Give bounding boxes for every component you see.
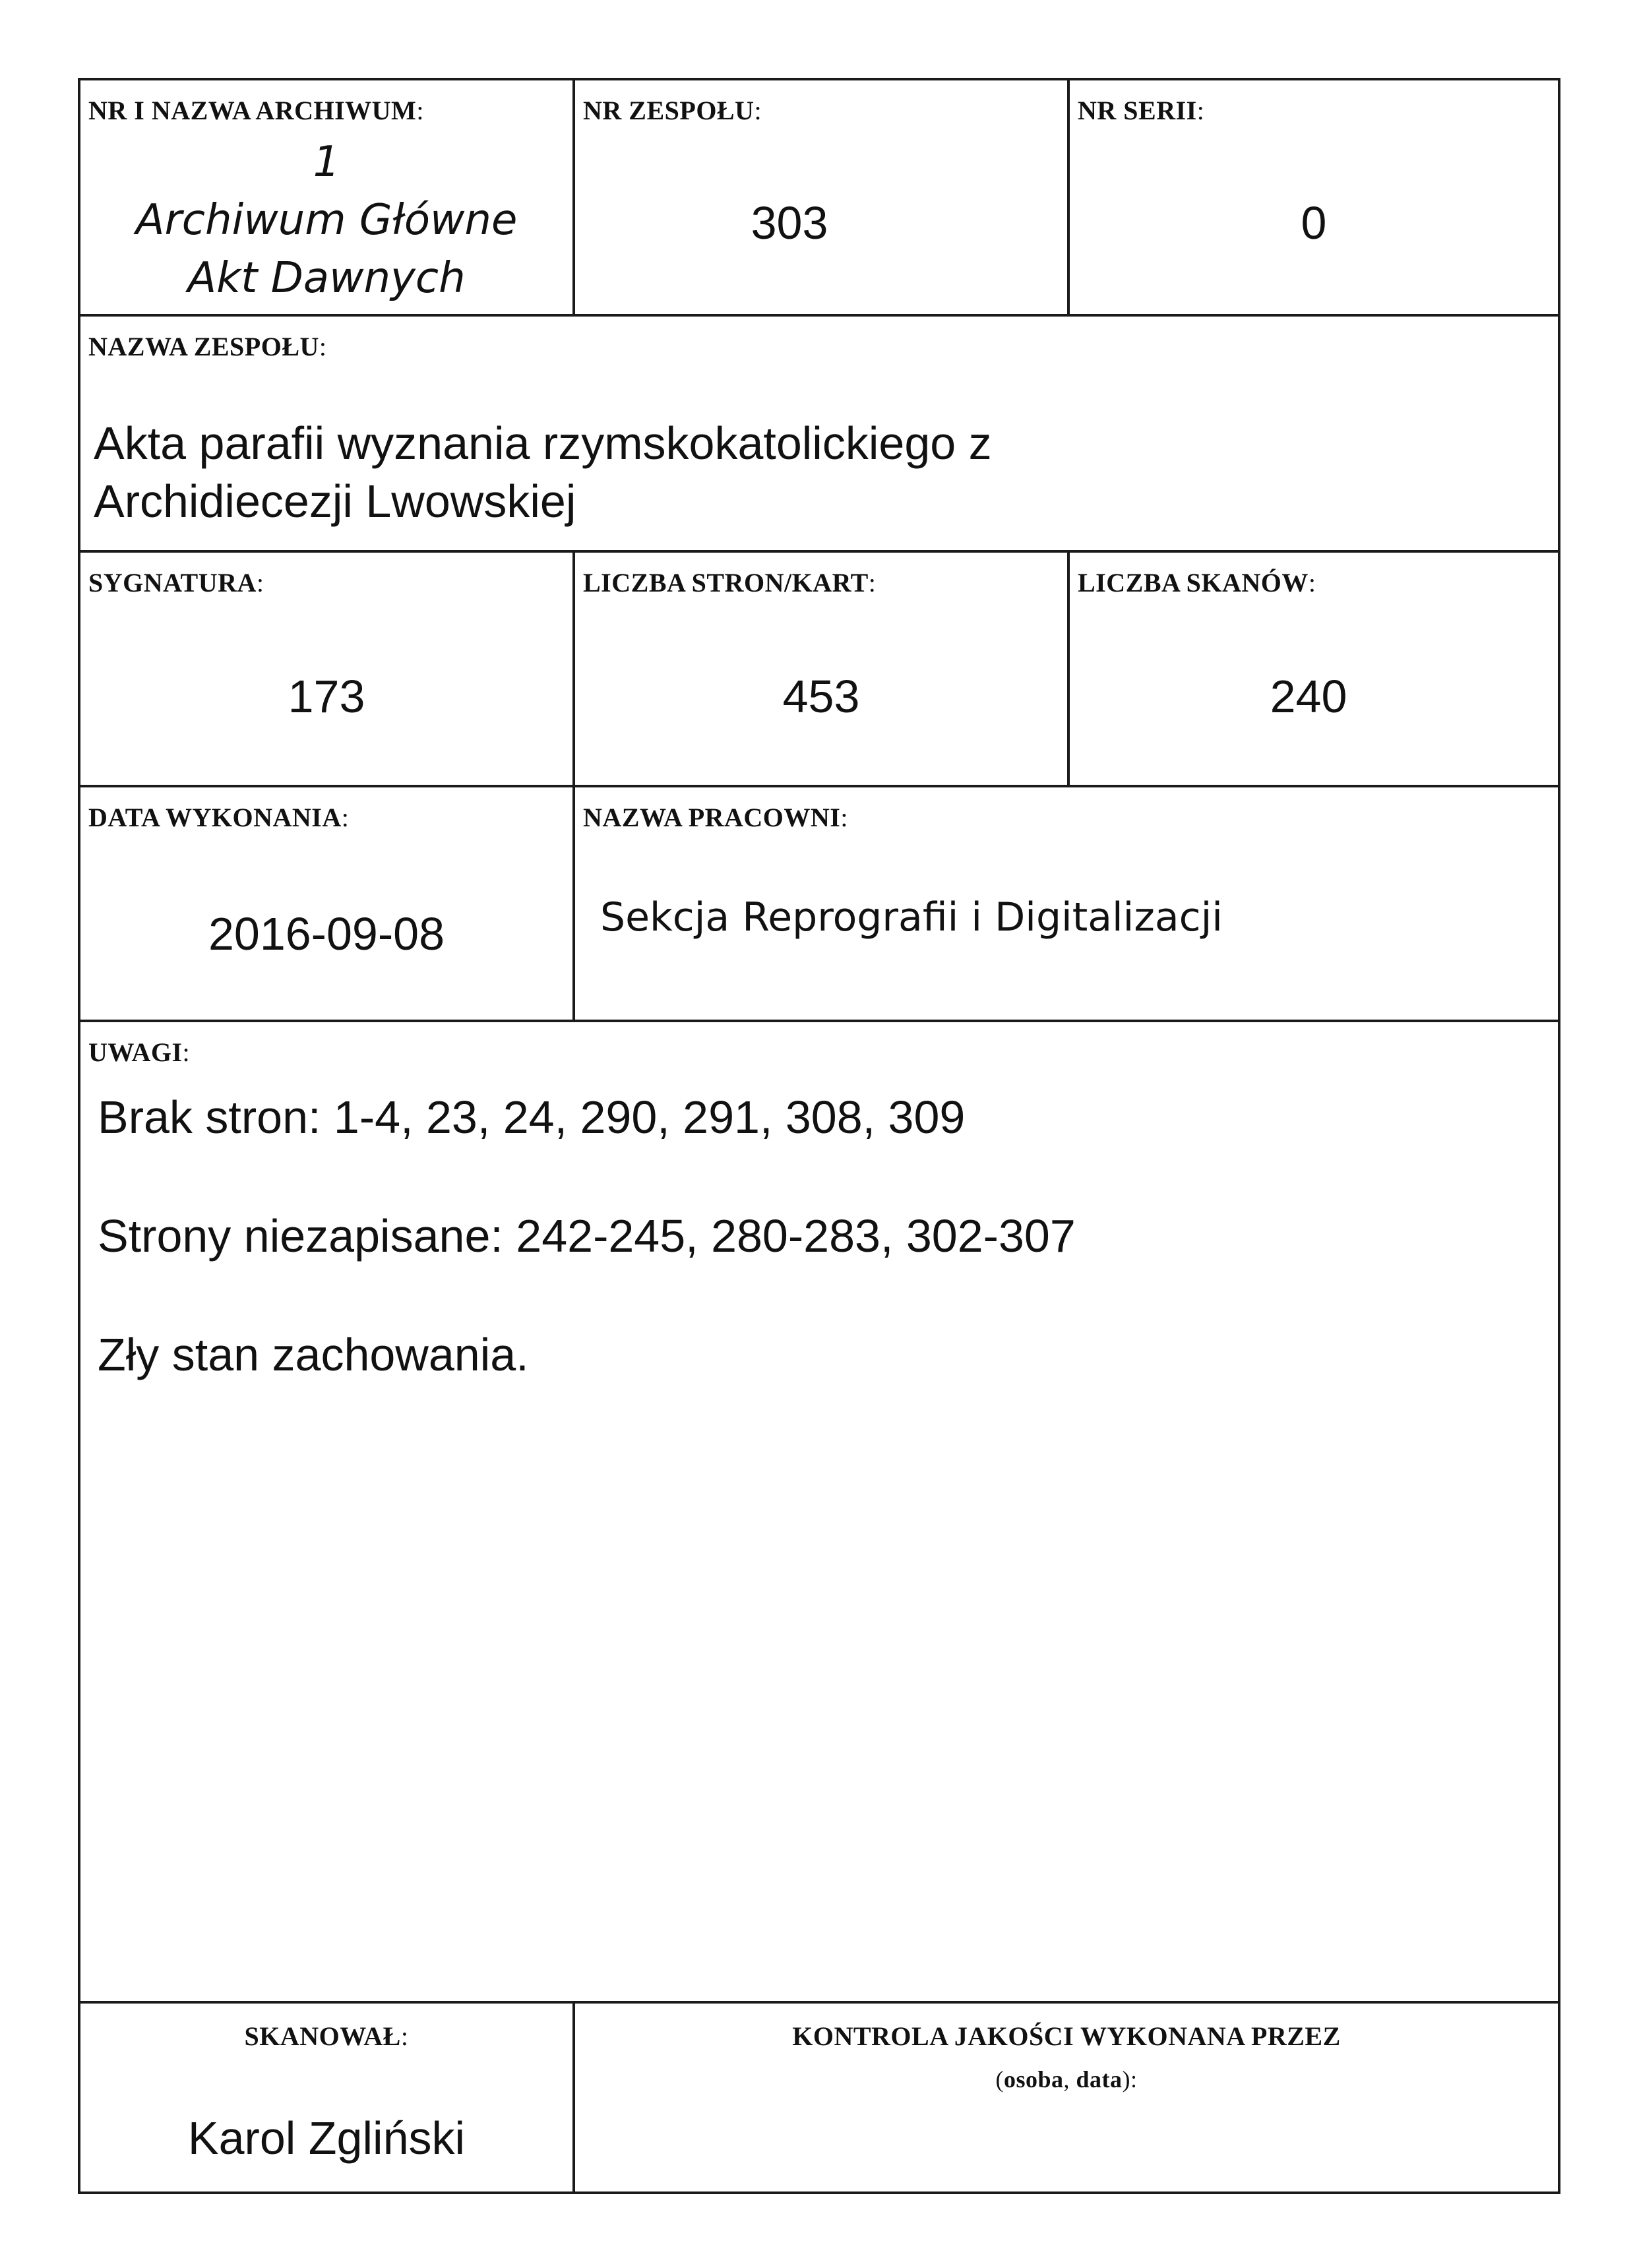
scanned-by-value: Karol Zgliński bbox=[187, 2112, 466, 2164]
row-divider bbox=[80, 1020, 1558, 1022]
fonds-number-label: NR ZESPOŁU: bbox=[583, 96, 762, 125]
archive-name-line1: Archiwum Główne bbox=[135, 196, 518, 245]
signature-label: SYGNATURA: bbox=[88, 568, 264, 598]
date-label: DATA WYKONANIA: bbox=[88, 803, 350, 832]
page-count-value: 453 bbox=[782, 671, 860, 722]
row-divider bbox=[80, 2001, 1558, 2004]
column-divider bbox=[1067, 550, 1070, 785]
remarks-line: Strony niezapisane: 242-245, 280-283, 302-307 bbox=[98, 1210, 1076, 1262]
scanned-by-label: SKANOWAŁ: bbox=[244, 2021, 409, 2051]
column-divider bbox=[572, 785, 575, 1020]
scan-count-value: 240 bbox=[1270, 671, 1347, 722]
remarks-line: Zły stan zachowania. bbox=[98, 1329, 529, 1380]
remarks-line: Brak stron: 1-4, 23, 24, 290, 291, 308, 309 bbox=[98, 1091, 966, 1143]
archive-name-line2: Akt Dawnych bbox=[187, 254, 466, 303]
signature-value: 173 bbox=[288, 671, 365, 722]
quality-control-sublabel: (osoba, data): bbox=[995, 2066, 1138, 2093]
series-number-label: NR SERII: bbox=[1078, 96, 1205, 125]
workshop-value: Sekcja Reprografii i Digitalizacji bbox=[600, 894, 1223, 940]
row-divider bbox=[80, 314, 1558, 317]
fonds-name-label: NAZWA ZESPOŁU: bbox=[88, 332, 327, 361]
date-value: 2016-09-08 bbox=[208, 908, 445, 960]
series-number-value: 0 bbox=[1301, 197, 1327, 249]
fonds-name-line1: Akta parafii wyznania rzymskokatolickiego z bbox=[94, 417, 992, 469]
row-divider bbox=[80, 550, 1558, 553]
archive-metadata-card bbox=[78, 78, 1560, 2194]
remarks-label: UWAGI: bbox=[88, 1037, 191, 1067]
scan-count-label: LICZBA SKANÓW: bbox=[1078, 568, 1316, 598]
column-divider bbox=[572, 550, 575, 785]
fonds-number-value: 303 bbox=[751, 197, 828, 249]
quality-control-label: KONTROLA JAKOŚCI WYKONANA PRZEZ bbox=[792, 2021, 1341, 2051]
archive-label: NR I NAZWA ARCHIWUM: bbox=[88, 96, 424, 125]
archive-number: 1 bbox=[313, 138, 340, 187]
workshop-label: NAZWA PRACOWNI: bbox=[583, 803, 848, 832]
page-count-label: LICZBA STRON/KART: bbox=[583, 568, 877, 598]
row-divider bbox=[80, 785, 1558, 787]
fonds-name-line2: Archidiecezji Lwowskiej bbox=[94, 475, 576, 527]
